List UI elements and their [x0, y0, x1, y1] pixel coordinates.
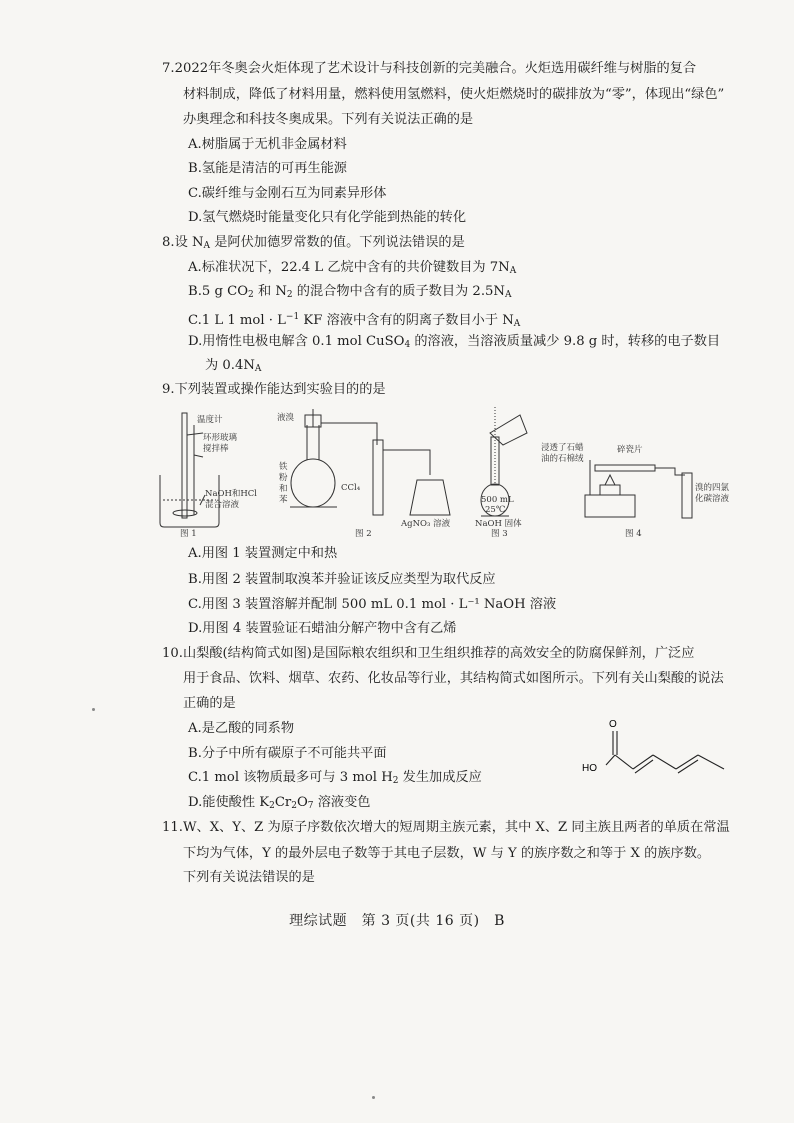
q10-option-b: B.分子中所有碳原子不可能共平面 [188, 746, 387, 761]
q7-line-3: 办奥理念和科技冬奥成果。下列有关说法正确的是 [183, 112, 474, 127]
page-footer: 理综试题 第 3 页(共 16 页) B [289, 913, 505, 929]
q11-line-3: 下列有关说法错误的是 [183, 870, 315, 885]
fig1-stir-label-1: 环形玻璃 [203, 433, 238, 443]
structure-hydroxyl-label: HO [582, 763, 597, 774]
q11-line-1: 11.W、X、Y、Z 为原子序数依次增大的短周期主族元素，其中 X、Z 同主族且两者的单质在常温 [162, 820, 730, 835]
fig3-flask-temp: 25℃ [485, 505, 506, 515]
q9-option-d: D.用图 4 装置验证石蜡油分解产物中含有乙烯 [188, 621, 457, 636]
q7-line-1: 7.2022年冬奥会火炬体现了艺术设计与科技创新的完美融合。火炬选用碳纤维与树脂的复合 [162, 61, 697, 76]
q7-option-b: B.氢能是清洁的可再生能源 [188, 161, 347, 176]
q8-option-b: B.5 g $CO_2$ 和 $N_2$ 的混合物中含有的质子数目为 $2.5N_A$ [188, 284, 512, 300]
q9-option-b: B.用图 2 装置制取溴苯并验证该反应类型为取代反应 [188, 572, 496, 587]
q7-option-a: A.树脂属于无机非金属材料 [188, 137, 347, 152]
q8-option-d: D.用惰性电极电解含 0.1 mol CuSO$_4$ 的溶液，当溶液质量减少 9.8 g 时，转移的电子数目 [188, 334, 721, 350]
fig1-stir-label-2: 搅拌棒 [203, 444, 229, 454]
fig2-agno3-label: AgNO₃ 溶液 [401, 519, 451, 529]
fig2-caption: 图 2 [355, 529, 372, 539]
fig1-caption: 图 1 [180, 529, 197, 539]
fig4-bromine-solution-1: 溴的四氯 [695, 483, 730, 493]
q7-line-2: 材料制成，降低了材料用量，燃料使用氢燃料，使火炬燃烧时的碳排放为“零”，体现出“绿色” [183, 87, 725, 102]
fig4-caption: 图 4 [625, 529, 642, 539]
fig1-thermometer-label: 温度计 [197, 415, 223, 425]
fig2-bromine-label: 液溴 [277, 413, 295, 423]
scan-speck [372, 1096, 375, 1099]
q11-line-2: 下均为气体，Y 的最外层电子数等于其电子层数，W 与 Y 的族序数之和等于 X 的族序数。 [183, 846, 711, 861]
sorbic-acid-structure [578, 715, 728, 785]
fig1-solution-label-1: NaOH和HCl [205, 489, 258, 499]
fig3-caption: 图 3 [491, 529, 508, 539]
q10-option-a: A.是乙酸的同系物 [188, 721, 295, 736]
fig4-paraffin-label-1: 浸透了石蜡 [541, 443, 584, 453]
q9-figures [155, 405, 740, 540]
q7-option-c: C.碳纤维与金刚石互为同素异形体 [188, 186, 387, 201]
q7-option-d: D.氢气燃烧时能量变化只有化学能到热能的转化 [188, 210, 467, 225]
fig2-fe-1: 铁 [279, 462, 288, 472]
fig2-fe-3: 和 [279, 484, 288, 494]
q8-option-c: C.1 L 1 mol · $L^{-1}$ KF 溶液中含有的阴离子数目小于 $N_A$ [188, 312, 521, 329]
q10-line-1: 10.山梨酸(结构简式如图)是国际粮农组织和卫生组织推荐的高效安全的防腐保鲜剂，广泛应 [162, 646, 695, 661]
fig2-fe-2: 粉 [279, 473, 288, 483]
q9-option-a: A.用图 1 装置测定中和热 [188, 546, 338, 561]
fig1-solution-label-2: 混合溶液 [205, 500, 240, 510]
fig3-flask-volume: 500 mL [481, 495, 514, 505]
scan-speck [92, 708, 95, 711]
fig4-paraffin-label-2: 油的石棉绒 [541, 454, 584, 464]
q8-option-d-cont: 为 $0.4N_A$ [205, 358, 262, 374]
q10-line-3: 正确的是 [183, 696, 236, 711]
q9-option-c: C.用图 3 装置溶解并配制 500 mL 0.1 mol · L⁻¹ NaOH 溶液 [188, 597, 557, 612]
fig3-naoh-label: NaOH 固体 [475, 519, 522, 529]
q8-stem: 8.设 $N_A$ 是阿伏加德罗常数的值。下列说法错误的是 [162, 235, 465, 251]
q10-option-c: C.1 mol 该物质最多可与 3 mol $H_2$ 发生加成反应 [188, 770, 482, 786]
structure-oxygen-label: O [609, 719, 617, 730]
q10-line-2: 用于食品、饮料、烟草、农药、化妆品等行业，其结构简式如图所示。下列有关山梨酸的说法 [183, 671, 724, 686]
q8-option-a: A.标准状况下，22.4 L 乙烷中含有的共价键数目为 $7N_A$ [188, 260, 517, 276]
fig4-bromine-solution-2: 化碳溶液 [695, 494, 730, 504]
sorbic-acid-skeletal-formula [578, 715, 728, 785]
q9-stem: 9.下列装置或操作能达到实验目的的是 [162, 382, 386, 397]
fig4-chip-label: 碎瓷片 [617, 445, 643, 455]
q10-option-d: D.能使酸性 $K_2Cr_2O_7$ 溶液变色 [188, 795, 371, 811]
fig2-ccl4-label: CCl₄ [341, 483, 361, 493]
fig2-fe-4: 苯 [279, 495, 288, 505]
